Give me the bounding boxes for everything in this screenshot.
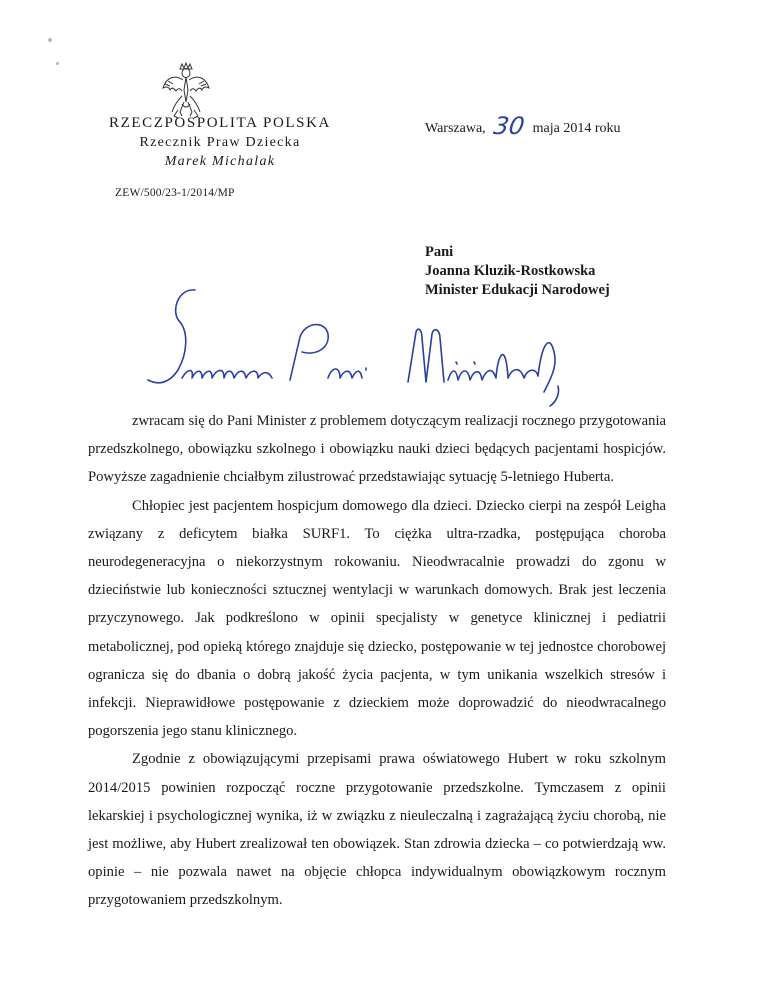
- dateline-day-handwritten: 30: [491, 112, 527, 140]
- recipient-salutation: Pani: [425, 244, 454, 260]
- dateline-place: Warszawa,: [425, 121, 486, 136]
- scan-mark: [48, 38, 52, 42]
- handwritten-greeting-image: [140, 282, 610, 412]
- institution-name: RZECZPOSPOLITA POLSKA: [108, 115, 331, 131]
- office-name: Rzecznik Praw Dziecka: [139, 135, 301, 150]
- recipient-name: Joanna Kluzik-Rostkowska: [425, 263, 596, 279]
- scan-mark: [56, 62, 59, 65]
- polish-eagle-emblem-icon: [160, 60, 212, 122]
- letterhead: [70, 114, 370, 171]
- body-paragraph: Zgodnie z obowiązującymi przepisami prawa oświatowego Hubert w roku szkolnym 2014/2015 powinien rozpocząć roczne przygotowanie przedszkolne. Tymczasem z opinii lekarskiej i psychologicznej wynika, iż w związku z nieuleczalną i zagrażającą życiu chorobą, nie jest możliwe, aby Hubert zrealizował ten obowiązek. Stan zdrowia dziecka – co potwierdzają ww. opinie – nie pozwala nawet na objęcie chłopca indywidualnym obowiązkowym rocznym przygotowaniem przedszkolnym.: [88, 751, 666, 909]
- official-name: Marek Michalak: [164, 154, 276, 169]
- body-paragraph: Chłopiec jest pacjentem hospicjum domowego dla dzieci. Dziecko cierpi na zespół Leigha związany z deficytem białka SURF1. To ciężka ultra-rzadka, postępująca choroba neurodegeneracyjna o niekorzystnym rokowaniu. Nieodwracalnie prowadzi do zgonu w dzieciństwie lub konieczności sztucznej wentylacji w warunkach domowych. Brak jest leczenia przyczynowego. Jak podkreślono w opinii specjalisty w genetyce klinicznej i pediatrii metabolicznej, pod opieką którego znajduje się dziecko, postępowanie w tej jednostce chorobowej ogranicza się do dbania o dobrą jakość życia pacjenta, w tym unikania wszelkich stresów i infekcji. Nieprawidłowe postępowanie z dzieckiem może doprowadzić do nieodwracalnego pogorszenia jego stanu klinicznego.: [88, 497, 666, 740]
- letter-body: [88, 407, 666, 915]
- recipient-title: Minister Edukacji Narodowej: [425, 282, 610, 298]
- reference-number: ZEW/500/23-1/2014/MP: [115, 187, 235, 199]
- body-paragraph: zwracam się do Pani Minister z problemem dotyczącym realizacji rocznego przygotowania przedszkolnego, obowiązku szkolnego i obowiązku nauki dzieci będących pacjentami hospicjów. Powyższe zagadnienie chciałbym zilustrować przedstawiając sytuację 5-letniego Huberta.: [88, 413, 666, 486]
- dateline: [425, 112, 621, 140]
- dateline-month-year: maja 2014 roku: [532, 121, 621, 136]
